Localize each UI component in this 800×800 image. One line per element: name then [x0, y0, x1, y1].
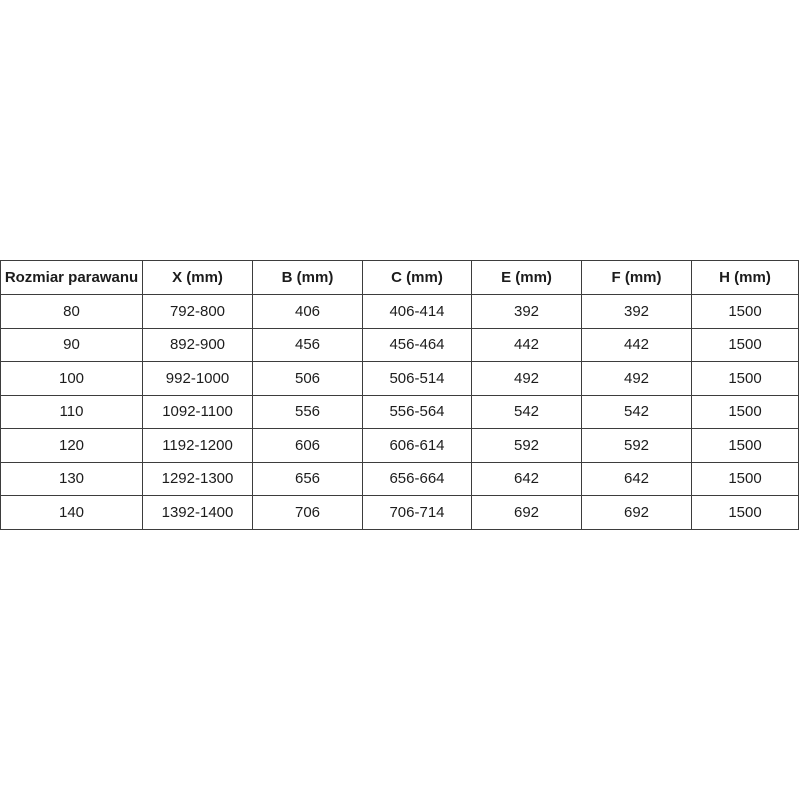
table-cell: 1500: [692, 362, 799, 396]
column-header: F (mm): [582, 261, 692, 295]
table-cell: 892-900: [143, 328, 253, 362]
table-cell: 506: [253, 362, 363, 396]
table-cell: 542: [582, 395, 692, 429]
table-cell: 406-414: [363, 295, 472, 329]
table-header-row: [1, 261, 799, 295]
table-row: [1, 429, 799, 463]
table-body: [1, 295, 799, 530]
table-cell: 706-714: [363, 496, 472, 530]
row-size-cell: 130: [1, 462, 143, 496]
table-cell: 592: [582, 429, 692, 463]
size-spec-table-container: [0, 260, 799, 530]
row-size-cell: 80: [1, 295, 143, 329]
table-row: [1, 328, 799, 362]
column-header: E (mm): [472, 261, 582, 295]
table-cell: 692: [582, 496, 692, 530]
table-cell: 442: [472, 328, 582, 362]
table-cell: 606-614: [363, 429, 472, 463]
table-cell: 992-1000: [143, 362, 253, 396]
table-cell: 1092-1100: [143, 395, 253, 429]
row-size-cell: 120: [1, 429, 143, 463]
row-size-cell: 140: [1, 496, 143, 530]
table-cell: 692: [472, 496, 582, 530]
table-row: [1, 395, 799, 429]
table-cell: 1500: [692, 496, 799, 530]
table-row: [1, 295, 799, 329]
table-cell: 456-464: [363, 328, 472, 362]
table-cell: 506-514: [363, 362, 472, 396]
table-cell: 656-664: [363, 462, 472, 496]
table-cell: 392: [582, 295, 692, 329]
table-cell: 392: [472, 295, 582, 329]
row-size-cell: 100: [1, 362, 143, 396]
column-header: B (mm): [253, 261, 363, 295]
row-size-cell: 90: [1, 328, 143, 362]
table-cell: 556: [253, 395, 363, 429]
table-row: [1, 462, 799, 496]
size-spec-table: [0, 260, 799, 530]
table-cell: 642: [582, 462, 692, 496]
table-cell: 606: [253, 429, 363, 463]
table-row: [1, 496, 799, 530]
table-cell: 1500: [692, 462, 799, 496]
table-cell: 556-564: [363, 395, 472, 429]
table-cell: 1500: [692, 295, 799, 329]
table-cell: 1192-1200: [143, 429, 253, 463]
column-header: H (mm): [692, 261, 799, 295]
table-cell: 406: [253, 295, 363, 329]
table-cell: 492: [472, 362, 582, 396]
table-cell: 1292-1300: [143, 462, 253, 496]
table-cell: 642: [472, 462, 582, 496]
column-header: Rozmiar parawanu: [1, 261, 143, 295]
table-cell: 442: [582, 328, 692, 362]
table-cell: 456: [253, 328, 363, 362]
table-row: [1, 362, 799, 396]
table-cell: 1500: [692, 328, 799, 362]
row-size-cell: 110: [1, 395, 143, 429]
table-cell: 592: [472, 429, 582, 463]
table-cell: 706: [253, 496, 363, 530]
column-header: C (mm): [363, 261, 472, 295]
table-cell: 1500: [692, 395, 799, 429]
table-cell: 492: [582, 362, 692, 396]
table-cell: 1500: [692, 429, 799, 463]
table-cell: 1392-1400: [143, 496, 253, 530]
column-header: X (mm): [143, 261, 253, 295]
table-cell: 656: [253, 462, 363, 496]
table-cell: 542: [472, 395, 582, 429]
table-cell: 792-800: [143, 295, 253, 329]
table-header: [1, 261, 799, 295]
